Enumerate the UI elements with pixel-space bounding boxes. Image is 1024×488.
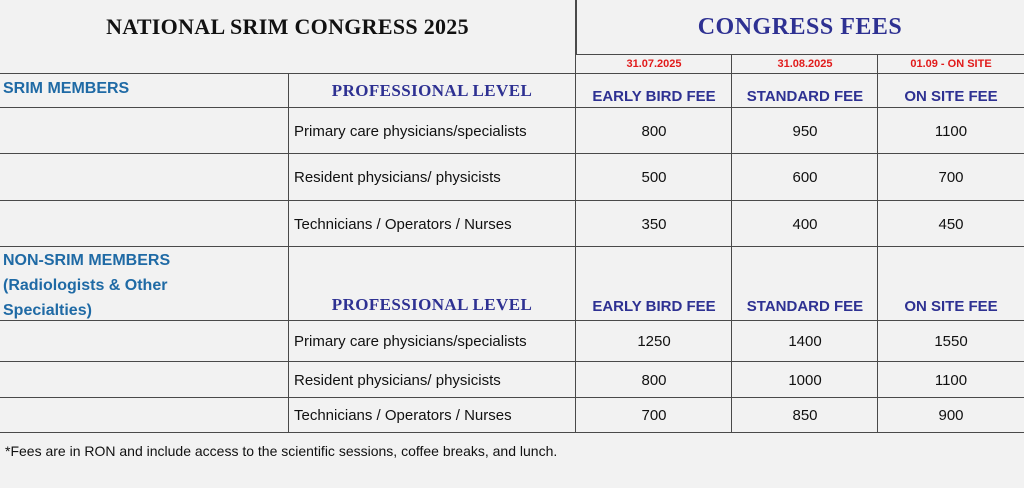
grid-line	[877, 54, 878, 433]
grid-line	[575, 0, 577, 54]
date-standard: 31.08.2025	[777, 58, 833, 70]
non-srim-row-standard: 1400	[788, 333, 822, 350]
grid-line	[0, 246, 1024, 247]
grid-line	[0, 73, 1024, 74]
srim-members-label: SRIM MEMBERS	[3, 80, 130, 97]
srim-row-early: 800	[641, 122, 667, 140]
early-bird-header: EARLY BIRD FEE	[592, 87, 716, 105]
on-site-fee-header-non-srim: ON SITE FEE	[904, 297, 998, 315]
srim-row-level: Resident physicians/ physicists	[294, 169, 501, 186]
grid-line	[0, 107, 1024, 108]
grid-line	[0, 361, 1024, 362]
on-site-fee-header: ON SITE FEE	[904, 87, 998, 105]
grid-line	[0, 320, 1024, 321]
grid-line	[288, 73, 289, 433]
congress-fees-title: CONGRESS FEES	[697, 13, 903, 40]
srim-row-onsite: 1100	[934, 122, 968, 140]
grid-line	[575, 54, 576, 433]
footnote: *Fees are in RON and include access to the scientific sessions, coffee breaks, and lunch.	[5, 443, 558, 459]
non-srim-row-early: 700	[641, 407, 667, 424]
non-srim-label-line: NON-SRIM MEMBERS	[3, 252, 171, 269]
grid-line	[0, 200, 1024, 201]
standard-fee-header: STANDARD FEE	[746, 87, 864, 105]
non-srim-row-onsite: 1100	[934, 371, 968, 389]
non-srim-row-level: Resident physicians/ physicists	[294, 371, 501, 389]
professional-level-header-non-srim: PROFESSIONAL LEVEL	[331, 295, 533, 314]
date-early-bird: 31.07.2025	[626, 58, 682, 70]
non-srim-row-standard: 1000	[788, 371, 822, 389]
non-srim-row-level: Technicians / Operators / Nurses	[294, 407, 512, 424]
srim-row-standard: 400	[792, 215, 818, 233]
non-srim-label-line: Specialties)	[3, 302, 92, 319]
page-title: NATIONAL SRIM CONGRESS 2025	[106, 14, 469, 39]
grid-line	[0, 397, 1024, 398]
professional-level-header: PROFESSIONAL LEVEL	[331, 81, 533, 100]
srim-row-standard: 600	[792, 169, 818, 186]
non-srim-row-standard: 850	[792, 407, 818, 424]
non-srim-row-level: Primary care physicians/specialists	[294, 333, 527, 350]
non-srim-row-onsite: 900	[938, 407, 964, 424]
srim-row-early: 350	[641, 215, 667, 233]
non-srim-row-onsite: 1550	[934, 333, 968, 350]
standard-fee-header-non-srim: STANDARD FEE	[746, 297, 864, 315]
srim-row-level: Technicians / Operators / Nurses	[294, 215, 512, 233]
srim-row-standard: 950	[792, 122, 818, 140]
srim-row-onsite: 700	[938, 169, 964, 186]
srim-row-early: 500	[641, 169, 667, 186]
grid-line	[731, 54, 732, 433]
early-bird-header-non-srim: EARLY BIRD FEE	[592, 297, 716, 315]
srim-row-onsite: 450	[938, 215, 964, 233]
grid-line	[576, 54, 1024, 55]
grid-line	[0, 432, 1024, 433]
grid-line	[0, 153, 1024, 154]
non-srim-members-label	[3, 248, 283, 323]
date-on-site: 01.09 - ON SITE	[910, 58, 992, 70]
non-srim-label-line: (Radiologists & Other	[3, 277, 168, 294]
srim-row-level: Primary care physicians/specialists	[294, 122, 527, 140]
non-srim-row-early: 1250	[637, 333, 671, 350]
non-srim-row-early: 800	[641, 371, 667, 389]
